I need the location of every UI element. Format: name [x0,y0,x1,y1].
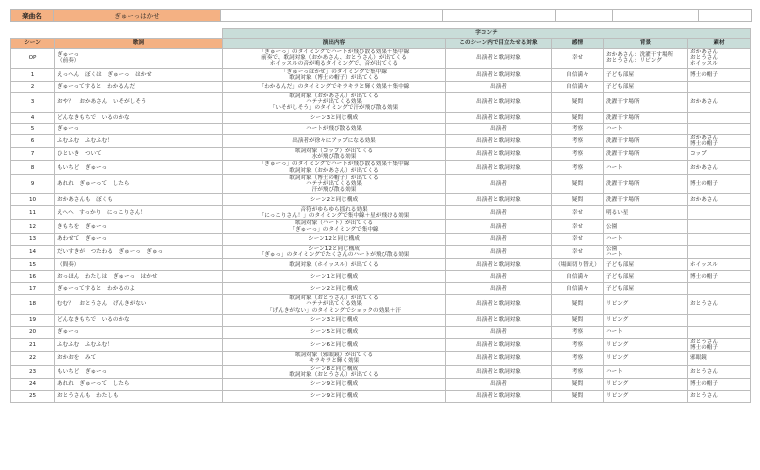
background-cell[interactable]: 子ども部屋 [604,259,688,271]
direction-cell[interactable]: ハートが飛び散る効果 [223,123,446,134]
group-header: 字コンテ [223,29,751,39]
direction-cell[interactable]: シーン9と同じ構成 [223,379,446,391]
column-header-target[interactable]: このシーン内で目立たせる対象 [446,39,552,49]
target-cell[interactable]: 出演者と歌詞対象 [446,148,552,161]
lyrics-cell[interactable]: ぎゅーっ （前奏） [55,49,223,69]
scene-cell[interactable]: 9 [11,174,55,194]
target-cell[interactable]: 出演者と歌詞対象 [446,161,552,174]
table-row [11,365,751,378]
table-row [11,194,751,206]
table-row [11,174,751,194]
background-cell[interactable]: 洗濯干す場所 [604,194,688,206]
direction-cell[interactable]: 「わかるんだ」のタイミングでキラキラと輝く効果＋集中線 [223,82,446,93]
table-row [11,93,751,113]
material-cell[interactable] [688,245,751,258]
lyrics-cell[interactable]: ぎゅーってすると わかるのよ [55,283,223,295]
target-cell[interactable]: 出演者と歌詞対象 [446,194,552,206]
direction-cell[interactable]: シーン2と同じ構成 [223,283,446,295]
target-cell[interactable]: 出演者 [446,245,552,258]
target-cell[interactable]: 出演者 [446,82,552,93]
background-cell[interactable]: ハート [604,161,688,174]
direction-cell[interactable]: 歌詞対象（おとうさん）が出てくる ハテナが出てくる効果 「げんきがない」のタイミングでショックの効果＋汗 [223,295,446,315]
background-cell[interactable]: おかあさん：洗濯干す場所 おとうさん：リビング [604,49,688,69]
background-cell[interactable]: 洗濯干す場所 [604,93,688,113]
empty-cell[interactable] [221,10,443,22]
target-cell[interactable]: 出演者 [446,220,552,233]
table-row [11,233,751,245]
material-cell[interactable] [688,314,751,326]
background-cell[interactable]: 洗濯干す場所 [604,148,688,161]
material-cell[interactable]: コップ [688,148,751,161]
target-cell[interactable]: 出演者 [446,326,552,338]
background-cell[interactable]: 公園 [604,220,688,233]
material-cell[interactable] [688,123,751,134]
direction-cell[interactable]: 出演者が徐々にアップになる効果 [223,134,446,147]
material-cell[interactable] [688,82,751,93]
lyrics-cell[interactable]: あれれ ぎゅーって したら [55,379,223,391]
emotion-cell[interactable]: 疑問 [552,295,604,315]
scene-cell[interactable]: 4 [11,112,55,123]
scene-cell[interactable]: 2 [11,82,55,93]
target-cell[interactable]: 出演者と歌詞対象 [446,49,552,69]
material-cell[interactable]: おかあさん [688,194,751,206]
emotion-cell[interactable]: 疑問 [552,194,604,206]
background-cell[interactable]: ハート [604,326,688,338]
emotion-cell[interactable]: 自信満々 [552,82,604,93]
lyrics-cell[interactable]: おとうさんも わたしも [55,391,223,403]
scene-cell[interactable]: 24 [11,379,55,391]
target-cell[interactable]: 出演者 [446,271,552,283]
emotion-cell[interactable]: 考察 [552,365,604,378]
background-cell[interactable]: 洗濯干す場所 [604,174,688,194]
table-row [11,283,751,295]
scene-cell[interactable]: 16 [11,271,55,283]
emotion-cell[interactable]: 幸せ [552,49,604,69]
scene-cell[interactable]: 22 [11,352,55,365]
emotion-cell[interactable]: 疑問 [552,112,604,123]
emotion-cell[interactable]: 疑問 [552,314,604,326]
lyrics-cell[interactable]: （間奏） [55,259,223,271]
scene-cell[interactable]: 10 [11,194,55,206]
material-cell[interactable]: おかあさん [688,93,751,113]
background-cell[interactable]: リビング [604,379,688,391]
emotion-cell[interactable]: 考察 [552,326,604,338]
lyrics-cell[interactable]: むむ？ おとうさん げんきがない [55,295,223,315]
emotion-cell[interactable]: 幸せ [552,245,604,258]
material-cell[interactable] [688,233,751,245]
background-cell[interactable]: 子ども部屋 [604,283,688,295]
scene-cell[interactable]: 18 [11,295,55,315]
scene-cell[interactable]: 8 [11,161,55,174]
material-cell[interactable]: おかあさん [688,161,751,174]
material-cell[interactable] [688,326,751,338]
scene-cell[interactable]: 17 [11,283,55,295]
target-cell[interactable]: 出演者 [446,206,552,220]
background-cell[interactable]: ハート [604,365,688,378]
lyrics-cell[interactable]: おかあさんも ぼくも [55,194,223,206]
empty-cell[interactable] [443,10,556,22]
background-cell[interactable]: 洗濯干す場所 [604,134,688,147]
lyrics-cell[interactable]: ひといき ついて [55,148,223,161]
target-cell[interactable]: 出演者 [446,233,552,245]
direction-cell[interactable]: 歌詞対象（ホイッスル）が出てくる [223,259,446,271]
direction-cell[interactable]: 歌詞対象（ハート）が出てくる 「ぎゅーっ」のタイミングで集中線 [223,220,446,233]
scene-cell[interactable]: 11 [11,206,55,220]
direction-cell[interactable]: シーン12と同じ構成 [223,233,446,245]
direction-cell[interactable]: シーン5と同じ構成 [223,326,446,338]
table-row [11,161,751,174]
material-cell[interactable]: 博士の帽子 [688,271,751,283]
direction-cell[interactable]: 「ぎゅーっ」のタイミングでハートが飛び散る効果＋集中線 前奏で、歌詞対象（おかあさん、おとうさん）が出てくる ホイッスルの音が鳴るタイミングで、音が出てくる [223,49,446,69]
material-cell[interactable]: おとうさん 博士の帽子 [688,338,751,351]
emotion-cell[interactable]: （場面切り替え） [552,259,604,271]
target-cell[interactable]: 出演者 [446,283,552,295]
table-row [11,112,751,123]
direction-cell[interactable]: シーン3と同じ構成 [223,314,446,326]
material-cell[interactable]: 博士の帽子 [688,68,751,81]
material-cell[interactable]: ホイッスル [688,259,751,271]
target-cell[interactable]: 出演者 [446,379,552,391]
background-cell[interactable]: 子ども部屋 [604,82,688,93]
emotion-cell[interactable]: 疑問 [552,174,604,194]
lyrics-cell[interactable]: ふむふむ ふむふむ！ [55,134,223,147]
material-cell[interactable]: おかあさん 博士の帽子 [688,134,751,147]
target-cell[interactable]: 出演者と歌詞対象 [446,93,552,113]
lyrics-cell[interactable]: どんなきもちで いるのかな [55,112,223,123]
scene-cell[interactable]: 5 [11,123,55,134]
material-cell[interactable]: 博士の帽子 [688,379,751,391]
lyrics-cell[interactable]: えっへん ぼくは ぎゅーっ はかせ [55,68,223,81]
target-cell[interactable]: 出演者と歌詞対象 [446,352,552,365]
emotion-cell[interactable]: 自信満々 [552,68,604,81]
table-body [11,49,751,403]
lyrics-cell[interactable]: ぎゅーっ [55,326,223,338]
emotion-cell[interactable]: 自信満々 [552,283,604,295]
emotion-cell[interactable]: 考察 [552,338,604,351]
material-cell[interactable]: おとうさん [688,295,751,315]
scene-cell[interactable]: 21 [11,338,55,351]
emotion-cell[interactable]: 幸せ [552,220,604,233]
direction-cell[interactable]: シーン2と同じ構成 [223,194,446,206]
background-cell[interactable]: 子ども部屋 [604,271,688,283]
background-cell[interactable]: ハート [604,123,688,134]
scene-cell[interactable]: 23 [11,365,55,378]
table-row [11,259,751,271]
scene-cell[interactable]: 25 [11,391,55,403]
material-cell[interactable]: おとうさん [688,391,751,403]
target-cell[interactable]: 出演者と歌詞対象 [446,134,552,147]
emotion-cell[interactable]: 疑問 [552,379,604,391]
lyrics-cell[interactable]: ぎゅーってすると わかるんだ [55,82,223,93]
target-cell[interactable]: 出演者と歌詞対象 [446,259,552,271]
table-row [11,295,751,315]
background-cell[interactable]: リビング [604,391,688,403]
direction-cell[interactable]: シーン3と同じ構成 [223,112,446,123]
blank-header-cell [55,29,223,39]
direction-cell[interactable]: 「ぎゅーっ」のタイミングでハートが飛び散る効果＋集中線 歌詞対象（おかあさん）が出てくる [223,161,446,174]
scene-cell[interactable]: 19 [11,314,55,326]
target-cell[interactable]: 出演者と歌詞対象 [446,295,552,315]
lyrics-cell[interactable]: おや？ おかあさん いそがしそう [55,93,223,113]
material-cell[interactable]: おかあさん おとうさん ホイッスル [688,49,751,69]
lyrics-cell[interactable]: ぎゅーっ [55,123,223,134]
column-header-lyrics[interactable]: 歌詞 [55,39,223,49]
table-row [11,148,751,161]
lyrics-cell[interactable]: えへへ すっかり にっこりさん！ [55,206,223,220]
column-header-emotion[interactable]: 感情 [552,39,604,49]
scene-cell[interactable]: 14 [11,245,55,258]
table-row [11,379,751,391]
lyrics-cell[interactable]: もいちど ぎゅーっ [55,365,223,378]
target-cell[interactable]: 出演者 [446,174,552,194]
target-cell[interactable]: 出演者と歌詞対象 [446,338,552,351]
scene-cell[interactable]: 20 [11,326,55,338]
direction-cell[interactable]: シーン1と同じ構成 [223,271,446,283]
lyrics-cell[interactable]: もいちど ぎゅーっ [55,161,223,174]
lyrics-cell[interactable]: ふむふむ ふむふむ！ [55,338,223,351]
background-cell[interactable]: ハート [604,233,688,245]
direction-cell[interactable]: シーン6と同じ構成 [223,338,446,351]
emotion-cell[interactable]: 考察 [552,352,604,365]
target-cell[interactable]: 出演者と歌詞対象 [446,314,552,326]
scene-cell[interactable]: 1 [11,68,55,81]
scene-cell[interactable]: 6 [11,134,55,147]
table-row [11,352,751,365]
lyrics-cell[interactable]: どんなきもちで いるのかな [55,314,223,326]
material-cell[interactable]: 博士の帽子 [688,174,751,194]
target-cell[interactable]: 出演者と歌詞対象 [446,365,552,378]
emotion-cell[interactable]: 幸せ [552,233,604,245]
column-header-row [11,39,751,49]
table-row [11,220,751,233]
background-cell[interactable]: リビング [604,295,688,315]
blank-header-cell [11,29,55,39]
table-row [11,338,751,351]
table-row [11,271,751,283]
material-cell[interactable] [688,283,751,295]
background-cell[interactable]: 明るい星 [604,206,688,220]
direction-cell[interactable]: 歌詞対象（邪眼鏡）が出てくる キラキラと輝く効果 [223,352,446,365]
lyrics-cell[interactable]: あわせて ぎゅーっ [55,233,223,245]
table-row [11,314,751,326]
table-row [11,206,751,220]
background-cell[interactable]: リビング [604,338,688,351]
scene-cell[interactable]: 15 [11,259,55,271]
direction-cell[interactable]: 音符がゆらゆら揺れる効果 「にっこりさん！」のタイミングで集中線＋星が飛ける効果 [223,206,446,220]
direction-cell[interactable]: シーン8と同じ構成 歌詞対象（おとうさん）が出てくる [223,365,446,378]
background-cell[interactable]: 子ども部屋 [604,68,688,81]
direction-cell[interactable]: シーン12と同じ構成 「ぎゅっ」のタイミングでたくさんのハートが飛び散る効果 [223,245,446,258]
emotion-cell[interactable]: 疑問 [552,391,604,403]
emotion-cell[interactable]: 考察 [552,134,604,147]
table-row [11,123,751,134]
lyrics-cell[interactable]: あれれ ぎゅーって したら [55,174,223,194]
background-cell[interactable]: リビング [604,352,688,365]
target-cell[interactable]: 出演者と歌詞対象 [446,68,552,81]
scene-cell[interactable]: OP [11,49,55,69]
table-row [11,245,751,258]
material-cell[interactable] [688,220,751,233]
lyrics-cell[interactable]: おっほん わたしは ぎゅーっ はかせ [55,271,223,283]
song-title-table [10,9,752,22]
scene-cell[interactable]: 13 [11,233,55,245]
direction-cell[interactable]: 「ぎゅーっはかせ」のタイミングで集中線 歌詞対象（博士の帽子）が出てくる [223,68,446,81]
material-cell[interactable] [688,206,751,220]
direction-cell[interactable]: 歌詞対象（コップ）が出てくる 水が飛び散る効果 [223,148,446,161]
lyrics-cell[interactable]: きもちを ぎゅーっ [55,220,223,233]
background-cell[interactable]: 洗濯干す場所 [604,112,688,123]
emotion-cell[interactable]: 疑問 [552,93,604,113]
table-row [11,82,751,93]
scene-cell[interactable]: 3 [11,93,55,113]
emotion-cell[interactable]: 考察 [552,148,604,161]
table-row [11,326,751,338]
scene-cell[interactable]: 12 [11,220,55,233]
column-header-background[interactable]: 背景 [604,39,688,49]
column-header-direction[interactable]: 演出内容 [223,39,446,49]
direction-cell[interactable]: 歌詞対象（博士の帽子）が出てくる ハテナが出てくる効果 汗が飛び散る効果 [223,174,446,194]
target-cell[interactable]: 出演者と歌詞対象 [446,391,552,403]
table-row [11,68,751,81]
storyboard-table [10,28,751,403]
song-title-cell[interactable]: ぎゅーっはかせ [54,10,221,22]
emotion-cell[interactable]: 自信満々 [552,271,604,283]
lyrics-cell[interactable]: だいすきが つたわる ぎゅーっ ぎゅっ [55,245,223,258]
target-cell[interactable]: 出演者と歌詞対象 [446,112,552,123]
column-header-material[interactable]: 素材 [688,39,751,49]
direction-cell[interactable]: 歌詞対象（おかあさん）が出てくる ハテナが出てくる効果 「いそがしそう」のタイミングで汗が飛び散る効果 [223,93,446,113]
material-cell[interactable]: おとうさん [688,365,751,378]
background-cell[interactable]: 公園 ハート [604,245,688,258]
empty-cell[interactable] [699,10,752,22]
lyrics-cell[interactable]: おかおを みて [55,352,223,365]
direction-cell[interactable]: シーン9と同じ構成 [223,391,446,403]
background-cell[interactable]: リビング [604,314,688,326]
column-header-scene[interactable]: シーン [11,39,55,49]
emotion-cell[interactable]: 幸せ [552,206,604,220]
emotion-cell[interactable]: 考察 [552,161,604,174]
target-cell[interactable]: 出演者 [446,123,552,134]
scene-cell[interactable]: 7 [11,148,55,161]
emotion-cell[interactable]: 考察 [552,123,604,134]
material-cell[interactable] [688,112,751,123]
song-label-cell[interactable]: 楽曲名 [11,10,54,22]
material-cell[interactable]: 邪眼鏡 [688,352,751,365]
empty-cell[interactable] [556,10,613,22]
table-row [11,391,751,403]
table-row [11,134,751,147]
table-row [11,49,751,69]
empty-cell[interactable] [613,10,699,22]
